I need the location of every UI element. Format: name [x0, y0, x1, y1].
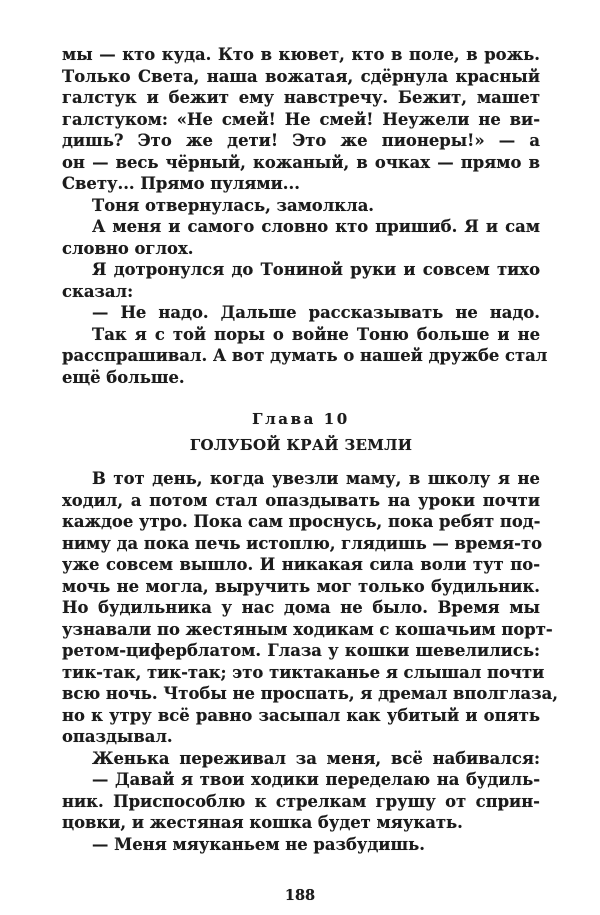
text-line: галстук и бежит ему навстречу. Бежит, машет	[62, 88, 540, 107]
text-line: Женька переживал за меня, всё набивался:	[92, 748, 540, 768]
text-line: ретом-циферблатом. Глаза у кошки шевелились:	[62, 641, 540, 660]
chapter-number: Глава 10	[252, 410, 350, 428]
text-line: но к утру всё равно засыпал как убитый и опять	[62, 705, 540, 725]
text-line: А меня и самого словно кто пришиб. Я и сам	[92, 217, 540, 236]
text-line: цовки, и жестяная кошка будет мяукать.	[62, 813, 463, 832]
text-line: ещё больше.	[62, 367, 185, 387]
text-line: дишь? Это же дети! Это же пионеры!» — а	[62, 131, 540, 150]
page-number: 188	[284, 887, 316, 904]
text-line: уже совсем вышло. И никакая сила воли тут по-	[62, 555, 540, 574]
text-line: сказал:	[62, 281, 134, 301]
text-line: Я дотронулся до Тониной руки и совсем тихо	[92, 260, 540, 279]
text-line: Тоня отвернулась, замолкла.	[92, 195, 375, 215]
text-line: — Не надо. Дальше рассказывать не надо.	[92, 303, 540, 322]
text-line: ник. Приспособлю к стрелкам грушу от сприн-	[62, 791, 540, 811]
text-line: всю ночь. Чтобы не проспать, я дремал вполглаза,	[62, 684, 558, 703]
text-line: тик-так, тик-так; это тиктаканье я слышал почти	[62, 662, 545, 682]
text-line: — Давай я твои ходики переделаю на будиль-	[92, 770, 540, 789]
text-line: опаздывал.	[62, 727, 173, 746]
text-block-top	[62, 44, 548, 388]
chapter-title: ГОЛУБОЙ КРАЙ ЗЕМЛИ	[189, 436, 413, 454]
text-line: ходил, а потом стал опаздывать на уроки почти	[62, 490, 540, 510]
text-line: ниму да пока печь истоплю, глядишь — время-то	[62, 533, 543, 553]
text-line: Так я с той поры о войне Тоню больше и не	[92, 324, 540, 344]
text-line: Но будильника у нас дома не было. Время мы	[62, 598, 540, 617]
text-line: Свету... Прямо пулями...	[62, 174, 300, 193]
text-line: В тот день, когда увезли маму, в школу я не	[92, 469, 540, 488]
text-line: он — весь чёрный, кожаный, в очках — прямо в	[62, 152, 540, 172]
text-line: мочь не могла, выручить мог только будильник.	[62, 576, 540, 596]
text-line: расспрашивал. А вот думать о нашей дружбе стал	[62, 346, 548, 365]
text-line: словно оглох.	[62, 238, 194, 258]
text-line: галстуком: «Не смей! Не смей! Неужели не ви-	[62, 109, 540, 129]
text-line: мы — кто куда. Кто в кювет, кто в поле, в рожь.	[62, 45, 540, 64]
text-line: — Меня мяуканьем не разбудишь.	[92, 834, 425, 854]
text-line: каждое утро. Пока сам проснусь, пока ребят под-	[62, 512, 541, 531]
text-line: узнавали по жестяным ходикам с кошачьим порт-	[62, 619, 553, 639]
text-line: Только Света, наша вожатая, сдёрнула красный	[62, 66, 540, 86]
text-block-bottom	[62, 468, 558, 855]
